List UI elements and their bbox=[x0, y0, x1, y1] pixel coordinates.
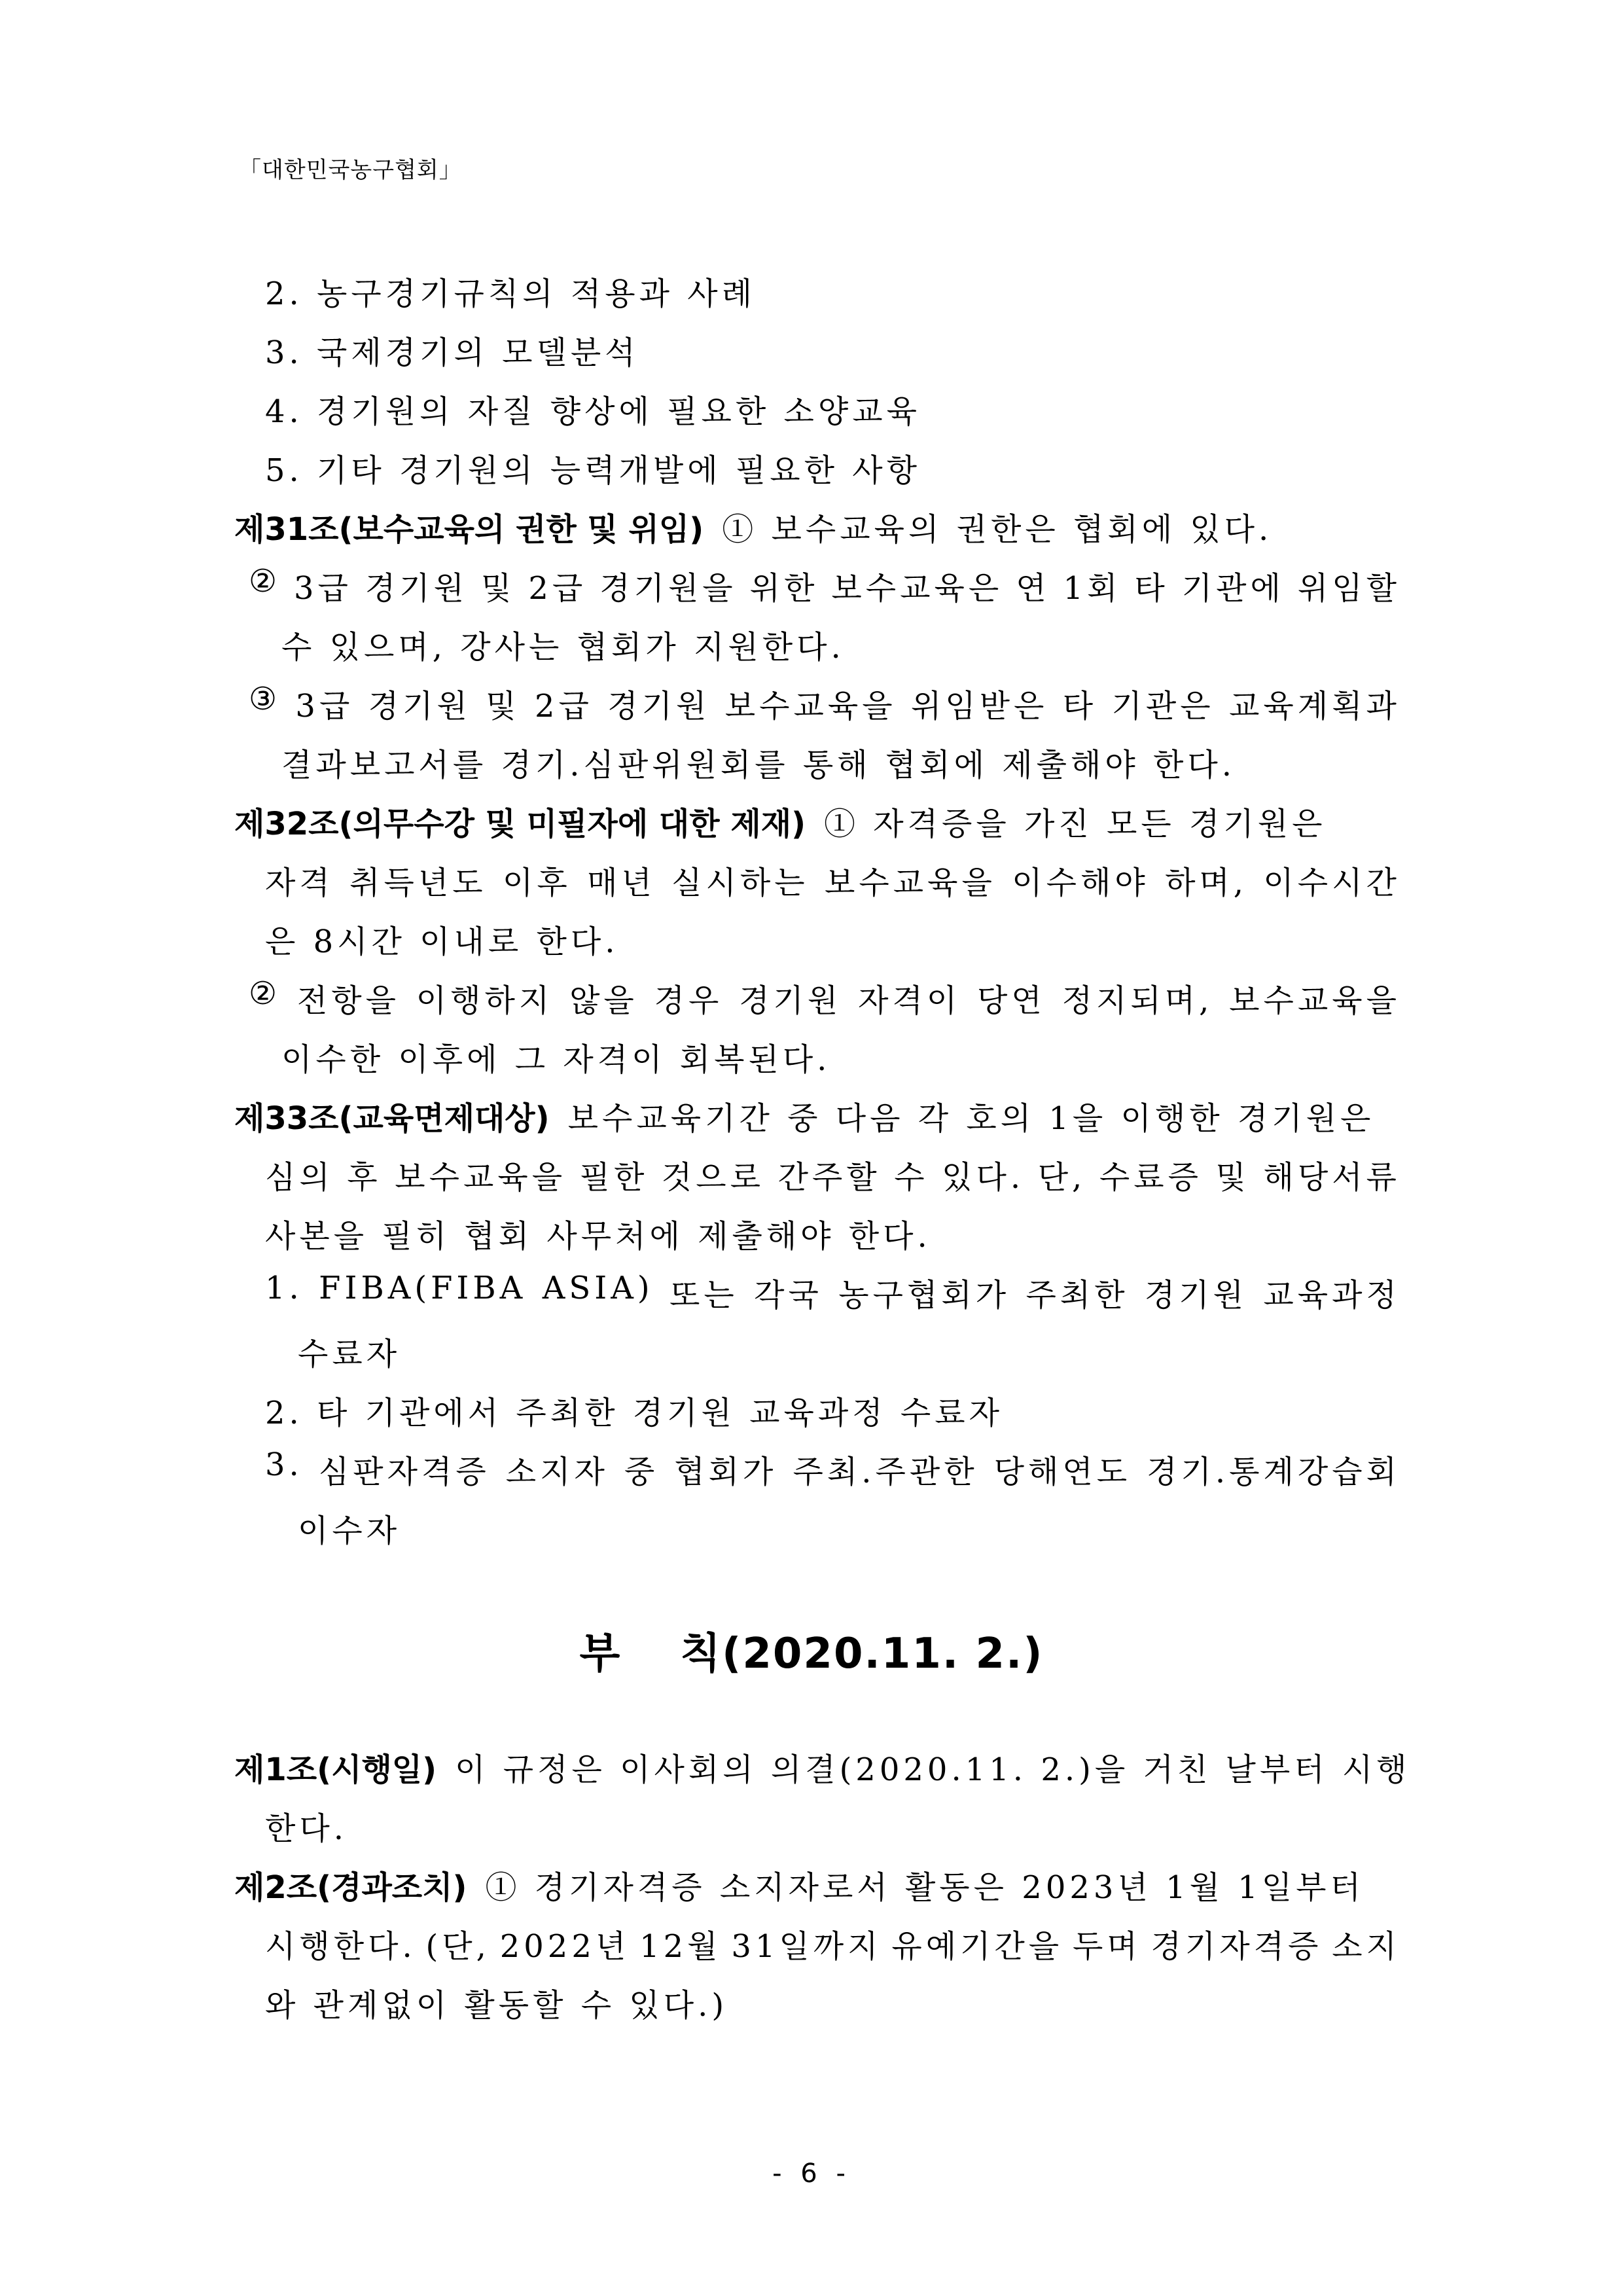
article-title: 제2조(경과조치) bbox=[234, 1869, 467, 1906]
paragraph-line: 사본을 필히 협회 사무처에 제출해야 한다. bbox=[265, 1218, 931, 1255]
word: 위임받은 bbox=[910, 688, 1048, 725]
word: 주최.주관한 bbox=[793, 1454, 978, 1490]
article-text: 보수교육기간 중 다음 각 호의 1을 이행한 경기원은 bbox=[567, 1100, 1375, 1137]
article-text: ① 경기자격증 소지자로서 활동은 2023년 1월 1일부터 bbox=[485, 1869, 1364, 1906]
word: 정지되며, bbox=[1061, 982, 1213, 1019]
word: 이수시간 bbox=[1263, 865, 1400, 901]
word: 1. bbox=[265, 1270, 303, 1306]
supplementary-title-a: 부 bbox=[579, 1630, 622, 1678]
document-header: 「대한민국농구협회」 bbox=[239, 157, 462, 183]
paragraph-line: 결과보고서를 경기.심판위원회를 통해 협회에 제출해야 한다. bbox=[281, 747, 1236, 783]
word: 취득년도 bbox=[349, 865, 487, 901]
word: (단, bbox=[425, 1928, 490, 1965]
list-item-continuation: 수료자 bbox=[298, 1336, 401, 1372]
word: 당해연도 bbox=[993, 1454, 1132, 1490]
word: 교육계획과 bbox=[1229, 688, 1400, 725]
word: 시행한다. bbox=[265, 1928, 416, 1965]
word: 보수교육을 bbox=[825, 865, 996, 901]
word: 3. bbox=[265, 1446, 303, 1483]
word: 심판자격증 bbox=[318, 1454, 490, 1490]
word: 12월 bbox=[639, 1928, 722, 1965]
word: 자격 bbox=[265, 865, 334, 901]
word: 후 bbox=[347, 1159, 382, 1196]
word: 중 bbox=[624, 1454, 659, 1490]
word: 수료증 bbox=[1099, 1159, 1202, 1196]
word: ③ bbox=[249, 681, 281, 717]
supp-article-2 bbox=[234, 1862, 1364, 1907]
supplementary-title bbox=[0, 1620, 1623, 1680]
article-title: 제32조(의무수강 및 미필자에 대한 제재) bbox=[234, 806, 806, 842]
paragraph-line bbox=[249, 681, 1400, 726]
word: 경기원을 bbox=[599, 570, 737, 607]
word: 수 bbox=[894, 1159, 929, 1196]
article-31 bbox=[234, 504, 1272, 549]
paragraph-line bbox=[265, 1152, 1400, 1197]
list-item bbox=[265, 1446, 1400, 1492]
list-item bbox=[265, 1270, 1400, 1315]
word: 보수교육은 bbox=[831, 570, 1003, 607]
word: 경기원 bbox=[739, 982, 842, 1019]
word: 경기원 bbox=[607, 688, 711, 725]
word: 단, bbox=[1037, 1159, 1086, 1196]
word: 자격이 bbox=[858, 982, 961, 1019]
word: ② bbox=[249, 563, 281, 600]
word: 하며, bbox=[1165, 865, 1248, 901]
word: 농구협회가 bbox=[838, 1277, 1010, 1314]
word: 3급 bbox=[295, 688, 354, 725]
word: 기관에 bbox=[1181, 570, 1285, 607]
word: 및 bbox=[486, 688, 520, 725]
word: 보수교육을 bbox=[395, 1159, 567, 1196]
article-text: ① 자격증을 가진 모든 경기원은 bbox=[824, 806, 1327, 842]
word: 것으로 bbox=[661, 1159, 765, 1196]
word: 소지 bbox=[1332, 1928, 1400, 1965]
list-item: 2. 농구경기규칙의 적용과 사례 bbox=[265, 276, 756, 312]
supp-article-1 bbox=[234, 1744, 1411, 1789]
list-item: 4. 경기원의 자질 향상에 필요한 소양교육 bbox=[265, 393, 921, 430]
word: 타 bbox=[1062, 688, 1097, 725]
word: 소지자 bbox=[505, 1454, 609, 1490]
word: 타 bbox=[1134, 570, 1169, 607]
article-text: ① 보수교육의 권한은 협회에 있다. bbox=[722, 511, 1273, 548]
word: 협회가 bbox=[674, 1454, 777, 1490]
word: 경우 bbox=[654, 982, 723, 1019]
supplementary-title-b: 칙(2020.11. 2.) bbox=[680, 1630, 1044, 1678]
word: 두며 bbox=[1072, 1928, 1141, 1965]
word: 당연 bbox=[977, 982, 1046, 1019]
paragraph-line bbox=[249, 975, 1400, 1020]
word: 전항을 bbox=[296, 982, 400, 1019]
word: 경기원 bbox=[365, 570, 468, 607]
word: 또는 bbox=[669, 1277, 738, 1314]
paragraph-line: 수 있으며, 강사는 협회가 지원한다. bbox=[281, 629, 845, 666]
word: 이행하지 bbox=[416, 982, 554, 1019]
word: 보수교육을 bbox=[1229, 982, 1400, 1019]
article-title: 제33조(교육면제대상) bbox=[234, 1100, 550, 1137]
paragraph-line bbox=[249, 563, 1400, 608]
paragraph-line: 한다. bbox=[265, 1810, 348, 1847]
word: 3급 bbox=[294, 570, 352, 607]
word: 2022년 bbox=[499, 1928, 630, 1965]
word: 필한 bbox=[579, 1159, 649, 1196]
word: 위한 bbox=[749, 570, 819, 607]
word: 경기.통계강습회 bbox=[1147, 1454, 1400, 1490]
paragraph-line bbox=[265, 857, 1400, 903]
list-item: 3. 국제경기의 모델분석 bbox=[265, 334, 639, 371]
word: 경기원 bbox=[368, 688, 471, 725]
word: 간주할 bbox=[777, 1159, 881, 1196]
word: 위임할 bbox=[1297, 570, 1400, 607]
word: 2급 bbox=[528, 570, 587, 607]
word: 2급 bbox=[534, 688, 593, 725]
word: 교육과정 bbox=[1263, 1277, 1400, 1314]
word: 기관은 bbox=[1111, 688, 1215, 725]
article-title: 제1조(시행일) bbox=[234, 1751, 437, 1788]
word: 않을 bbox=[569, 982, 638, 1019]
paragraph-line bbox=[265, 1921, 1400, 1966]
list-item-continuation: 이수자 bbox=[298, 1513, 401, 1549]
word: 및 bbox=[480, 570, 516, 607]
word: ASIA) bbox=[542, 1270, 654, 1306]
article-33 bbox=[234, 1093, 1374, 1138]
list-item: 2. 타 기관에서 주최한 경기원 교육과정 수료자 bbox=[265, 1395, 1003, 1431]
word: 1회 bbox=[1063, 570, 1122, 607]
word: 주최한 bbox=[1026, 1277, 1129, 1314]
word: 유예기간을 bbox=[891, 1928, 1063, 1965]
word: 이후 bbox=[502, 865, 571, 901]
paragraph-line: 이수한 이후에 그 자격이 회복된다. bbox=[281, 1041, 831, 1078]
article-text: 이 규정은 이사회의 의결(2020.11. 2.)을 거친 날부터 시행 bbox=[455, 1751, 1411, 1788]
word: 보수교육을 bbox=[724, 688, 897, 725]
page-number: - 6 - bbox=[772, 2159, 851, 2189]
word: 매년 bbox=[587, 865, 656, 901]
word: ② bbox=[249, 975, 281, 1012]
list-item: 5. 기타 경기원의 능력개발에 필요한 사항 bbox=[265, 452, 921, 489]
word: 경기원 bbox=[1144, 1277, 1248, 1314]
word: 실시하는 bbox=[671, 865, 809, 901]
word: 경기자격증 bbox=[1150, 1928, 1323, 1965]
paragraph-line: 은 8시간 이내로 한다. bbox=[265, 924, 619, 960]
word: 해당서류 bbox=[1263, 1159, 1400, 1196]
paragraph-line: 와 관계없이 활동할 수 있다.) bbox=[265, 1987, 728, 2024]
word: 이수해야 bbox=[1012, 865, 1149, 901]
article-32 bbox=[234, 798, 1327, 844]
word: 심의 bbox=[265, 1159, 334, 1196]
word: FIBA(FIBA bbox=[319, 1270, 527, 1306]
word: 각국 bbox=[754, 1277, 823, 1314]
article-title: 제31조(보수교육의 권한 및 위임) bbox=[234, 511, 704, 548]
word: 있다. bbox=[942, 1159, 1025, 1196]
word: 31일까지 bbox=[731, 1928, 882, 1965]
word: 및 bbox=[1215, 1159, 1250, 1196]
word: 연 bbox=[1016, 570, 1050, 607]
